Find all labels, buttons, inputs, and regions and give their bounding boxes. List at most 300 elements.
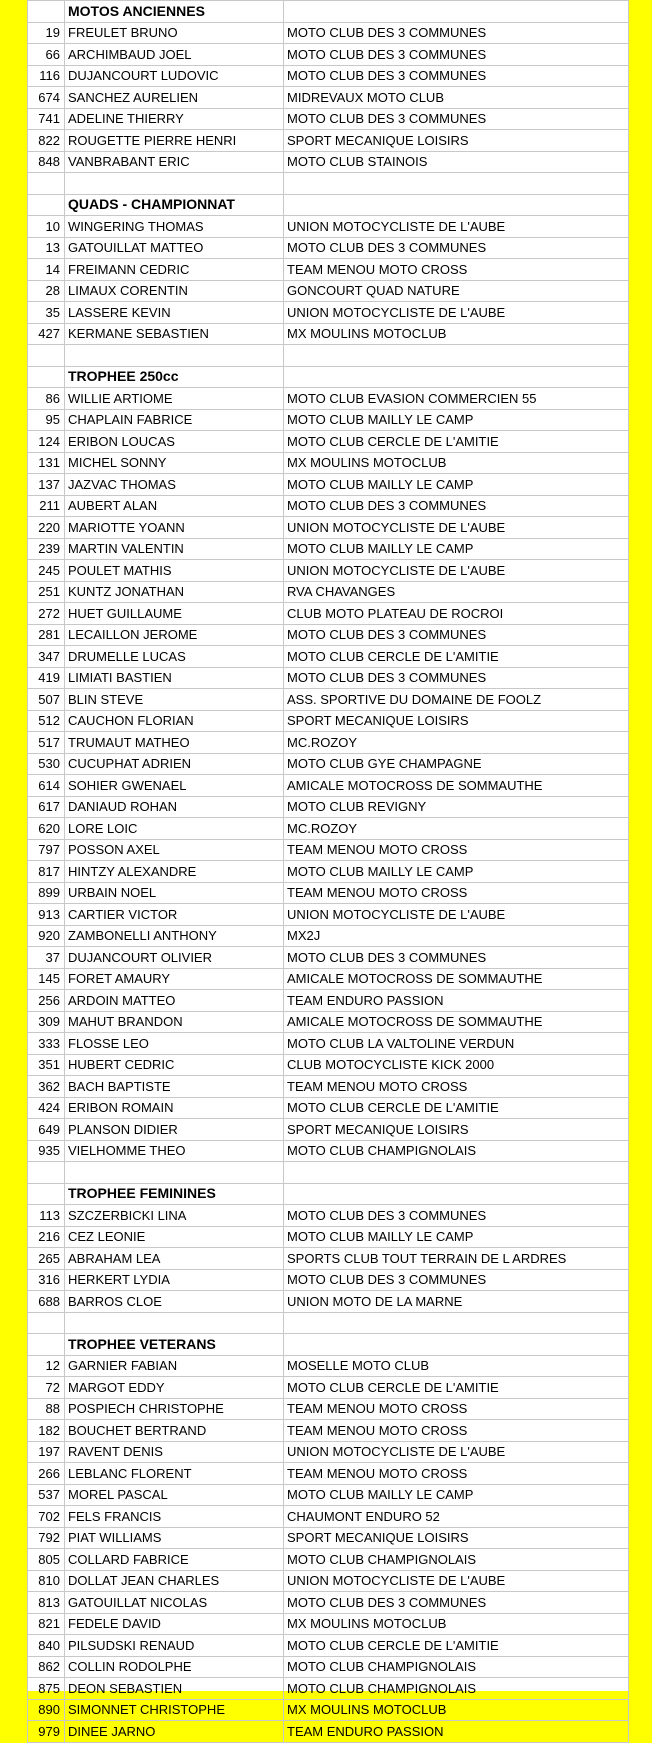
rider-club: SPORT MECANIQUE LOISIRS [284,710,629,732]
table-row [28,1291,629,1313]
rider-name: KUNTZ JONATHAN [65,581,284,603]
rider-number: 537 [28,1484,65,1506]
rider-number: 913 [28,904,65,926]
rider-number: 316 [28,1269,65,1291]
table-row [28,818,629,840]
rider-name: GATOUILLAT MATTEO [65,237,284,259]
empty-cell [65,173,284,195]
rider-name: DEON SEBASTIEN [65,1678,284,1700]
table-row [28,65,629,87]
table-row [28,388,629,410]
rider-club: MX MOULINS MOTOCLUB [284,323,629,345]
results-table-body [28,1,629,1743]
rider-name: SZCZERBICKI LINA [65,1205,284,1227]
rider-number: 920 [28,925,65,947]
empty-cell [65,1162,284,1184]
section-header-row [28,1,629,23]
rider-club: SPORTS CLUB TOUT TERRAIN DE L ARDRES [284,1248,629,1270]
rider-number: 88 [28,1398,65,1420]
rider-club: MOTO CLUB CERCLE DE L'AMITIE [284,431,629,453]
rider-club: RVA CHAVANGES [284,581,629,603]
rider-number: 281 [28,624,65,646]
table-row [28,904,629,926]
rider-club: MOTO CLUB EVASION COMMERCIEN 55 [284,388,629,410]
rider-name: ARDOIN MATTEO [65,990,284,1012]
rider-number: 37 [28,947,65,969]
empty-cell [284,1334,629,1356]
rider-name: ADELINE THIERRY [65,108,284,130]
rider-club: MOTO CLUB CHAMPIGNOLAIS [284,1549,629,1571]
table-row [28,1248,629,1270]
rider-number: 840 [28,1635,65,1657]
table-row [28,990,629,1012]
rider-name: MAHUT BRANDON [65,1011,284,1033]
rider-name: FEDELE DAVID [65,1613,284,1635]
table-row [28,1484,629,1506]
rider-name: KERMANE SEBASTIEN [65,323,284,345]
rider-club: MOTO CLUB DES 3 COMMUNES [284,1269,629,1291]
table-row [28,495,629,517]
empty-cell [284,1312,629,1334]
table-row [28,1592,629,1614]
rider-number: 351 [28,1054,65,1076]
rider-club: CHAUMONT ENDURO 52 [284,1506,629,1528]
rider-number: 419 [28,667,65,689]
results-table [27,0,629,1743]
rider-name: HINTZY ALEXANDRE [65,861,284,883]
rider-name: ERIBON ROMAIN [65,1097,284,1119]
section-title: TROPHEE 250cc [65,366,284,388]
rider-name: ZAMBONELLI ANTHONY [65,925,284,947]
rider-club: MOTO CLUB DES 3 COMMUNES [284,22,629,44]
rider-number: 848 [28,151,65,173]
rider-club: SPORT MECANIQUE LOISIRS [284,130,629,152]
rider-club: MOTO CLUB CHAMPIGNOLAIS [284,1656,629,1678]
table-row [28,87,629,109]
table-row [28,474,629,496]
rider-club: UNION MOTO DE LA MARNE [284,1291,629,1313]
rider-club: MOTO CLUB REVIGNY [284,796,629,818]
rider-name: LEBLANC FLORENT [65,1463,284,1485]
rider-club: MOTO CLUB MAILLY LE CAMP [284,861,629,883]
rider-number: 674 [28,87,65,109]
rider-club: MOTO CLUB MAILLY LE CAMP [284,409,629,431]
table-row [28,1119,629,1141]
table-row [28,108,629,130]
rider-name: ABRAHAM LEA [65,1248,284,1270]
empty-cell [65,345,284,367]
table-row [28,603,629,625]
rider-club: TEAM MENOU MOTO CROSS [284,1420,629,1442]
rider-number: 424 [28,1097,65,1119]
rider-name: ARCHIMBAUD JOEL [65,44,284,66]
rider-number: 216 [28,1226,65,1248]
rider-name: HERKERT LYDIA [65,1269,284,1291]
rider-name: MARIOTTE YOANN [65,517,284,539]
table-row [28,968,629,990]
table-row [28,22,629,44]
rider-name: URBAIN NOEL [65,882,284,904]
table-row [28,1635,629,1657]
table-row [28,323,629,345]
rider-club: MOTO CLUB CHAMPIGNOLAIS [284,1678,629,1700]
rider-number: 617 [28,796,65,818]
rider-club: MOTO CLUB CERCLE DE L'AMITIE [284,1097,629,1119]
rider-name: AUBERT ALAN [65,495,284,517]
rider-number: 220 [28,517,65,539]
table-row [28,1420,629,1442]
rider-name: LIMIATI BASTIEN [65,667,284,689]
rider-number: 890 [28,1699,65,1721]
table-row [28,1205,629,1227]
table-row [28,646,629,668]
rider-name: WILLIE ARTIOME [65,388,284,410]
table-row [28,409,629,431]
rider-club: MOTO CLUB DES 3 COMMUNES [284,947,629,969]
rider-name: SOHIER GWENAEL [65,775,284,797]
rider-number: 507 [28,689,65,711]
table-row [28,1699,629,1721]
rider-name: MOREL PASCAL [65,1484,284,1506]
rider-name: LASSERE KEVIN [65,302,284,324]
rider-name: DUJANCOURT OLIVIER [65,947,284,969]
rider-club: UNION MOTOCYCLISTE DE L'AUBE [284,517,629,539]
empty-cell [28,1162,65,1184]
rider-number: 145 [28,968,65,990]
table-row [28,1527,629,1549]
rider-number: 131 [28,452,65,474]
rider-name: HUET GUILLAUME [65,603,284,625]
spacer-row [28,345,629,367]
rider-club: MOTO CLUB MAILLY LE CAMP [284,538,629,560]
rider-name: FORET AMAURY [65,968,284,990]
table-row [28,1033,629,1055]
spacer-row [28,173,629,195]
rider-number: 95 [28,409,65,431]
rider-name: CAUCHON FLORIAN [65,710,284,732]
empty-cell [65,1312,284,1334]
rider-club: UNION MOTOCYCLISTE DE L'AUBE [284,216,629,238]
empty-cell [284,194,629,216]
rider-number: 822 [28,130,65,152]
table-row [28,1377,629,1399]
rider-number: 797 [28,839,65,861]
rider-name: CUCUPHAT ADRIEN [65,753,284,775]
empty-cell [28,194,65,216]
table-row [28,1613,629,1635]
rider-name: CEZ LEONIE [65,1226,284,1248]
table-row [28,44,629,66]
table-row [28,925,629,947]
rider-name: WINGERING THOMAS [65,216,284,238]
rider-name: POSPIECH CHRISTOPHE [65,1398,284,1420]
rider-name: TRUMAUT MATHEO [65,732,284,754]
empty-cell [284,366,629,388]
rider-name: COLLIN RODOLPHE [65,1656,284,1678]
rider-name: BACH BAPTISTE [65,1076,284,1098]
table-row [28,280,629,302]
rider-club: MX MOULINS MOTOCLUB [284,452,629,474]
rider-number: 265 [28,1248,65,1270]
section-header-row [28,366,629,388]
rider-club: MOTO CLUB MAILLY LE CAMP [284,474,629,496]
table-row [28,667,629,689]
rider-name: FELS FRANCIS [65,1506,284,1528]
rider-name: HUBERT CEDRIC [65,1054,284,1076]
empty-cell [28,1,65,23]
rider-number: 10 [28,216,65,238]
rider-number: 86 [28,388,65,410]
rider-club: TEAM ENDURO PASSION [284,1721,629,1743]
rider-number: 35 [28,302,65,324]
rider-number: 741 [28,108,65,130]
rider-number: 862 [28,1656,65,1678]
rider-number: 614 [28,775,65,797]
rider-name: LIMAUX CORENTIN [65,280,284,302]
rider-name: DUJANCOURT LUDOVIC [65,65,284,87]
empty-cell [28,1183,65,1205]
rider-club: MOSELLE MOTO CLUB [284,1355,629,1377]
rider-number: 813 [28,1592,65,1614]
rider-number: 347 [28,646,65,668]
empty-cell [284,1162,629,1184]
table-row [28,1549,629,1571]
rider-number: 899 [28,882,65,904]
table-row [28,1269,629,1291]
rider-club: UNION MOTOCYCLISTE DE L'AUBE [284,302,629,324]
rider-number: 124 [28,431,65,453]
table-row [28,130,629,152]
rider-number: 362 [28,1076,65,1098]
rider-name: FREIMANN CEDRIC [65,259,284,281]
rider-club: GONCOURT QUAD NATURE [284,280,629,302]
empty-cell [28,345,65,367]
section-title: QUADS - CHAMPIONNAT [65,194,284,216]
spacer-row [28,1312,629,1334]
rider-club: CLUB MOTO PLATEAU DE ROCROI [284,603,629,625]
empty-cell [284,173,629,195]
rider-club: TEAM MENOU MOTO CROSS [284,839,629,861]
rider-number: 875 [28,1678,65,1700]
rider-number: 517 [28,732,65,754]
section-title: TROPHEE FEMININES [65,1183,284,1205]
rider-name: VANBRABANT ERIC [65,151,284,173]
table-row [28,1054,629,1076]
rider-number: 239 [28,538,65,560]
rider-club: SPORT MECANIQUE LOISIRS [284,1527,629,1549]
table-row [28,753,629,775]
rider-club: MOTO CLUB MAILLY LE CAMP [284,1484,629,1506]
rider-number: 702 [28,1506,65,1528]
empty-cell [28,173,65,195]
table-row [28,517,629,539]
rider-number: 620 [28,818,65,840]
rider-number: 211 [28,495,65,517]
rider-name: ROUGETTE PIERRE HENRI [65,130,284,152]
rider-club: MOTO CLUB LA VALTOLINE VERDUN [284,1033,629,1055]
table-row [28,452,629,474]
rider-number: 979 [28,1721,65,1743]
results-sheet [27,0,628,1739]
rider-number: 245 [28,560,65,582]
rider-name: DOLLAT JEAN CHARLES [65,1570,284,1592]
table-row [28,302,629,324]
rider-number: 805 [28,1549,65,1571]
section-header-row [28,1334,629,1356]
table-row [28,1140,629,1162]
rider-number: 817 [28,861,65,883]
rider-name: PILSUDSKI RENAUD [65,1635,284,1657]
rider-club: MOTO CLUB DES 3 COMMUNES [284,44,629,66]
rider-club: MX MOULINS MOTOCLUB [284,1613,629,1635]
table-row [28,1441,629,1463]
section-title: TROPHEE VETERANS [65,1334,284,1356]
table-row [28,1463,629,1485]
rider-club: UNION MOTOCYCLISTE DE L'AUBE [284,1441,629,1463]
rider-club: MC.ROZOY [284,732,629,754]
rider-club: CLUB MOTOCYCLISTE KICK 2000 [284,1054,629,1076]
rider-club: UNION MOTOCYCLISTE DE L'AUBE [284,904,629,926]
rider-number: 530 [28,753,65,775]
rider-name: PIAT WILLIAMS [65,1527,284,1549]
rider-number: 309 [28,1011,65,1033]
rider-name: MICHEL SONNY [65,452,284,474]
rider-name: GATOUILLAT NICOLAS [65,1592,284,1614]
table-row [28,1226,629,1248]
rider-name: BARROS CLOE [65,1291,284,1313]
table-row [28,1656,629,1678]
rider-club: TEAM ENDURO PASSION [284,990,629,1012]
rider-name: CHAPLAIN FABRICE [65,409,284,431]
rider-number: 28 [28,280,65,302]
rider-name: MARGOT EDDY [65,1377,284,1399]
rider-number: 512 [28,710,65,732]
table-row [28,732,629,754]
rider-number: 12 [28,1355,65,1377]
rider-club: MX MOULINS MOTOCLUB [284,1699,629,1721]
table-row [28,560,629,582]
rider-name: SANCHEZ AURELIEN [65,87,284,109]
rider-number: 72 [28,1377,65,1399]
rider-name: LECAILLON JEROME [65,624,284,646]
table-row [28,431,629,453]
rider-name: LORE LOIC [65,818,284,840]
table-row [28,839,629,861]
rider-number: 649 [28,1119,65,1141]
table-row [28,1721,629,1743]
rider-club: MOTO CLUB DES 3 COMMUNES [284,624,629,646]
rider-club: MOTO CLUB DES 3 COMMUNES [284,108,629,130]
table-row [28,1097,629,1119]
table-row [28,947,629,969]
rider-name: JAZVAC THOMAS [65,474,284,496]
empty-cell [28,1334,65,1356]
rider-club: MOTO CLUB DES 3 COMMUNES [284,667,629,689]
table-row [28,775,629,797]
table-row [28,624,629,646]
table-row [28,1011,629,1033]
rider-number: 251 [28,581,65,603]
rider-club: MOTO CLUB CERCLE DE L'AMITIE [284,1377,629,1399]
table-row [28,1678,629,1700]
table-row [28,689,629,711]
rider-club: MOTO CLUB STAINOIS [284,151,629,173]
rider-name: SIMONNET CHRISTOPHE [65,1699,284,1721]
rider-name: BOUCHET BERTRAND [65,1420,284,1442]
rider-club: TEAM MENOU MOTO CROSS [284,1463,629,1485]
empty-cell [28,366,65,388]
table-row [28,796,629,818]
rider-name: VIELHOMME THEO [65,1140,284,1162]
rider-number: 113 [28,1205,65,1227]
table-row [28,259,629,281]
rider-name: PLANSON DIDIER [65,1119,284,1141]
rider-club: MX2J [284,925,629,947]
rider-name: CARTIER VICTOR [65,904,284,926]
rider-name: COLLARD FABRICE [65,1549,284,1571]
rider-number: 14 [28,259,65,281]
rider-number: 272 [28,603,65,625]
rider-club: MOTO CLUB DES 3 COMMUNES [284,495,629,517]
spacer-row [28,1162,629,1184]
rider-club: MOTO CLUB DES 3 COMMUNES [284,1205,629,1227]
table-row [28,538,629,560]
table-row [28,151,629,173]
rider-name: DANIAUD ROHAN [65,796,284,818]
table-row [28,1355,629,1377]
rider-club: ASS. SPORTIVE DU DOMAINE DE FOOLZ [284,689,629,711]
rider-club: UNION MOTOCYCLISTE DE L'AUBE [284,560,629,582]
rider-name: DRUMELLE LUCAS [65,646,284,668]
rider-number: 935 [28,1140,65,1162]
rider-club: MOTO CLUB DES 3 COMMUNES [284,237,629,259]
rider-number: 810 [28,1570,65,1592]
section-title: MOTOS ANCIENNES [65,1,284,23]
rider-number: 116 [28,65,65,87]
rider-name: POULET MATHIS [65,560,284,582]
rider-club: MOTO CLUB CERCLE DE L'AMITIE [284,646,629,668]
table-row [28,216,629,238]
rider-number: 427 [28,323,65,345]
rider-club: TEAM MENOU MOTO CROSS [284,259,629,281]
rider-number: 19 [28,22,65,44]
rider-name: FREULET BRUNO [65,22,284,44]
rider-number: 137 [28,474,65,496]
rider-club: TEAM MENOU MOTO CROSS [284,1076,629,1098]
section-header-row [28,194,629,216]
rider-club: MOTO CLUB GYE CHAMPAGNE [284,753,629,775]
rider-number: 266 [28,1463,65,1485]
rider-number: 333 [28,1033,65,1055]
rider-club: TEAM MENOU MOTO CROSS [284,882,629,904]
section-header-row [28,1183,629,1205]
rider-name: MARTIN VALENTIN [65,538,284,560]
rider-number: 821 [28,1613,65,1635]
rider-club: AMICALE MOTOCROSS DE SOMMAUTHE [284,775,629,797]
rider-name: RAVENT DENIS [65,1441,284,1463]
rider-club: SPORT MECANIQUE LOISIRS [284,1119,629,1141]
rider-club: AMICALE MOTOCROSS DE SOMMAUTHE [284,968,629,990]
table-row [28,1570,629,1592]
rider-club: MIDREVAUX MOTO CLUB [284,87,629,109]
rider-name: POSSON AXEL [65,839,284,861]
table-row [28,710,629,732]
rider-club: UNION MOTOCYCLISTE DE L'AUBE [284,1570,629,1592]
rider-club: MOTO CLUB CERCLE DE L'AMITIE [284,1635,629,1657]
table-row [28,882,629,904]
table-row [28,1076,629,1098]
rider-number: 13 [28,237,65,259]
